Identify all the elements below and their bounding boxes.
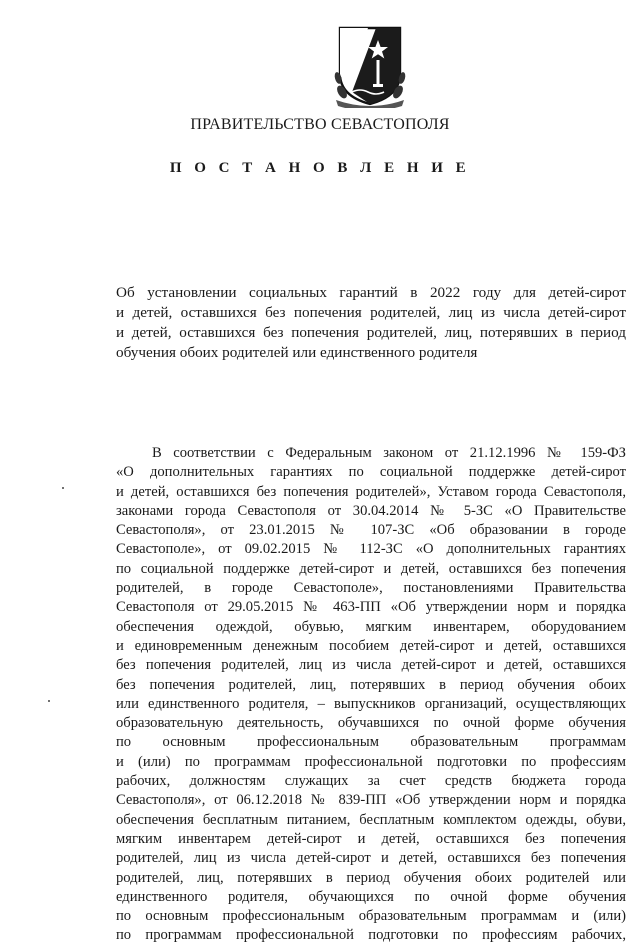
body-line: единственного родителя, обучающихся по очной форме обучения (116, 888, 626, 905)
body-line: по основным профессиональным образовательным программам (116, 734, 626, 751)
body-line: Севастополя», от 06.12.2018 № 839-ПП «Об утверждении норм и порядка (116, 792, 626, 809)
body-line: без попечения родителей, лиц из числа детей-сирот и детей, оставшихся (116, 657, 626, 674)
body-line: законами города Севастополя от 30.04.2014 № 5-ЗС «О Правительстве (116, 502, 626, 519)
body-line: родителей, лиц, потерявших в период обучения обоих родителей или (116, 869, 626, 886)
document-subject (116, 283, 626, 363)
body-line: Севастополя», от 23.01.2015 № 107-ЗС «Об образовании в городе (116, 522, 626, 539)
body-line: В соответствии с Федеральным законом от 21.12.1996 № 159-ФЗ (152, 445, 626, 461)
body-line: и (или) по программам профессиональной подготовки по профессиям (116, 753, 626, 770)
body-line: родителей, лиц из числа детей-сирот и детей, оставшихся без попечения (116, 850, 626, 867)
body-line: родителей, в городе Севастополе», постановлениями Правительства (116, 580, 626, 597)
document-type: П О С Т А Н О В Л Е Н И Е (169, 160, 471, 176)
body-line: по основным профессиональным образовательным программам и (или) (116, 908, 626, 925)
subject-line: Об установлении социальных гарантий в 2022 году для детей-сирот (116, 284, 626, 301)
margin-mark (48, 700, 50, 702)
body-line: обеспечения одеждой, обувью, мягким инвентарем, оборудованием (116, 618, 626, 635)
subject-line: обучения обоих родителей или единственного родителя (116, 344, 478, 361)
body-line: Севастополе», от 09.02.2015 № 112-ЗС «О дополнительных гарантиях (116, 541, 626, 558)
margin-mark (62, 487, 64, 489)
body-line: обеспечения бесплатным питанием, бесплатным комплектом одежды, обуви, (116, 811, 626, 828)
body-line: Севастополя от 29.05.2015 № 463-ПП «Об утверждении норм и порядка (116, 599, 626, 616)
body-line: по социальной поддержке детей-сирот и детей, оставшихся без попечения (116, 560, 626, 577)
body-line: по программам профессиональной подготовки по профессиям рабочих, (116, 927, 626, 944)
body-line: или единственного родителя, – выпускников организаций, осуществляющих (116, 695, 626, 712)
body-line: рабочих, должностям служащих за счет средств бюджета города (116, 773, 626, 790)
body-line: мягким инвентарем детей-сирот и детей, оставшихся без попечения (116, 830, 626, 847)
body-line: без попечения родителей, лиц, потерявших в период обучения обоих (116, 676, 626, 693)
subject-line: и детей, оставшихся без попечения родителей, лиц из числа детей-сирот (116, 304, 626, 321)
body-line: «О дополнительных гарантиях по социальной поддержке детей-сирот (116, 464, 626, 481)
document-body (116, 444, 626, 946)
body-line: образовательную деятельность, обучавшихся по очной форме обучения (116, 715, 626, 732)
subject-line: и детей, оставшихся без попечения родителей, лиц, потерявших в период (116, 324, 626, 341)
body-line: и единовременным денежным пособием детей-сирот и детей, оставшихся (116, 637, 626, 654)
government-name: ПРАВИТЕЛЬСТВО СЕВАСТОПОЛЯ (190, 116, 450, 133)
body-line: и детей, оставшихся без попечения родителей», Уставом города Севастополя, (116, 483, 626, 500)
sevastopol-coat-of-arms-icon (332, 22, 408, 108)
